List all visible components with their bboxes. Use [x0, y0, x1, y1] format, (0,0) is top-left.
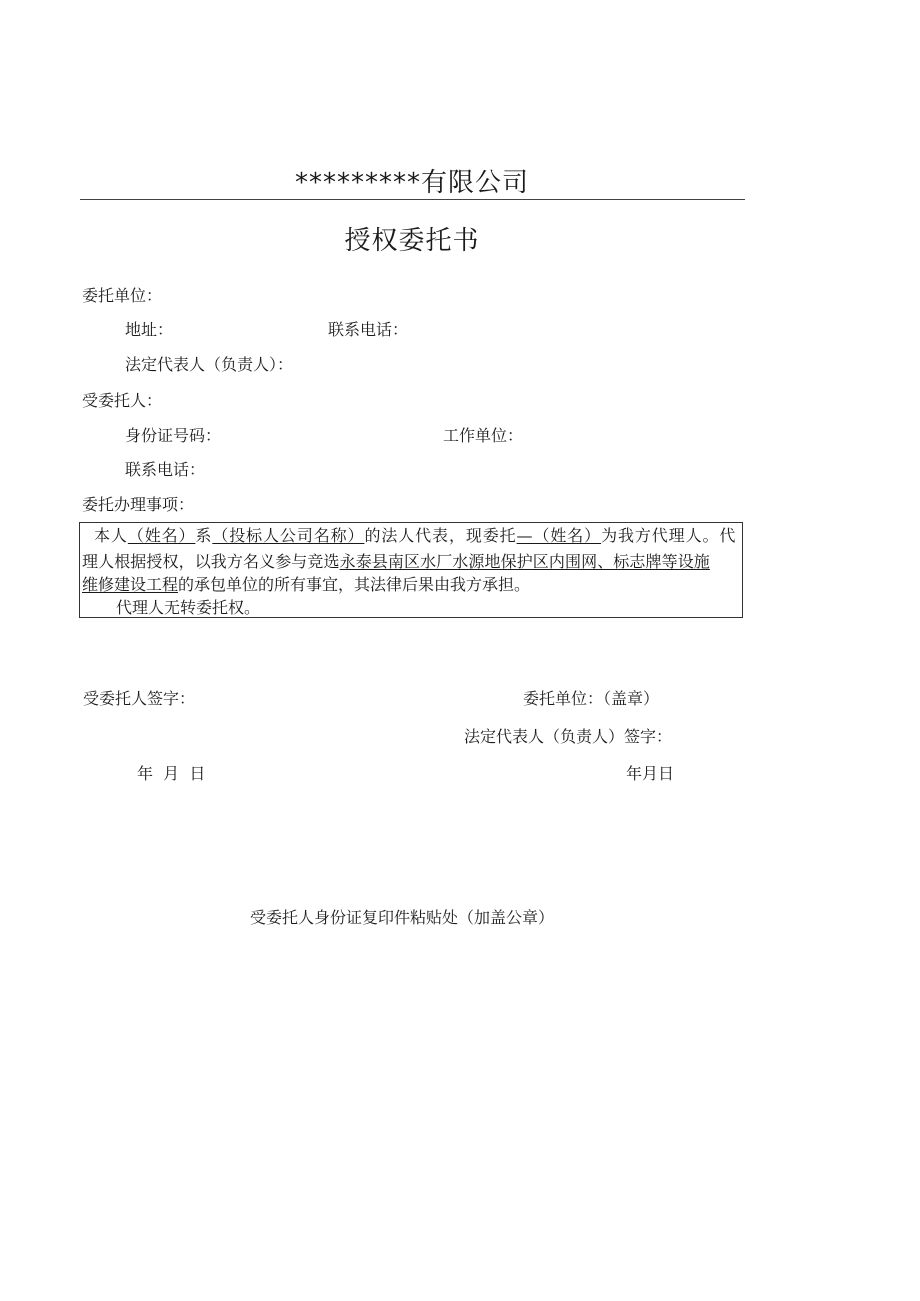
matters-text: 系 — [195, 526, 213, 545]
legal-rep-signature-label: 法定代表人（负责人）签字： — [464, 727, 673, 746]
matters-text: 理人根据授权，以我方名义参与竞选 — [82, 552, 340, 571]
principal-seal-label: 委托单位：（盖章） — [523, 689, 660, 708]
header-divider — [80, 199, 745, 200]
principal-label: 委托单位： — [82, 286, 163, 305]
matters-line-2 — [82, 551, 710, 573]
matters-line-1 — [94, 525, 736, 547]
matters-box — [79, 522, 743, 618]
matters-label: 委托办理事项： — [82, 495, 195, 514]
agent-signature-label: 受委托人签字： — [83, 689, 196, 708]
project-name: 维修建设工程 — [82, 575, 179, 594]
agent-label: 受委托人： — [82, 391, 163, 410]
matters-text: 的法人代表，现委托 — [364, 526, 517, 545]
agent-phone-label: 联系电话： — [125, 460, 206, 479]
id-copy-paste-area-label: 受委托人身份证复印件粘贴处（加盖公章） — [250, 908, 555, 927]
agent-name-blank: —（姓名） — [516, 526, 602, 545]
agent-sign-date: 年 月 日 — [137, 764, 206, 783]
matters-text: 的承包单位的所有事宜，其法律后果由我方承担。 — [178, 575, 531, 594]
matters-text: 为我方代理人。代 — [601, 526, 737, 545]
company-name-blank: （投标人公司名称） — [212, 526, 365, 545]
name-blank: （姓名） — [127, 526, 196, 545]
principal-address-label: 地址： — [125, 320, 174, 339]
agent-id-label: 身份证号码： — [125, 426, 222, 445]
legal-rep-label: 法定代表人（负责人）： — [125, 355, 294, 374]
no-subdelegation-note: 代理人无转委托权。 — [116, 598, 261, 617]
principal-sign-date: 年月日 — [626, 764, 675, 783]
matters-line-3 — [82, 574, 530, 596]
matters-text: 本人 — [94, 526, 128, 545]
document-title: 授权委托书 — [344, 226, 480, 256]
company-name: *********有限公司 — [294, 168, 529, 198]
agent-work-unit-label: 工作单位： — [443, 426, 524, 445]
project-name: 永泰县南区水厂水源地保护区内围网、标志牌等设施 — [339, 552, 710, 571]
principal-phone-label: 联系电话： — [328, 320, 409, 339]
